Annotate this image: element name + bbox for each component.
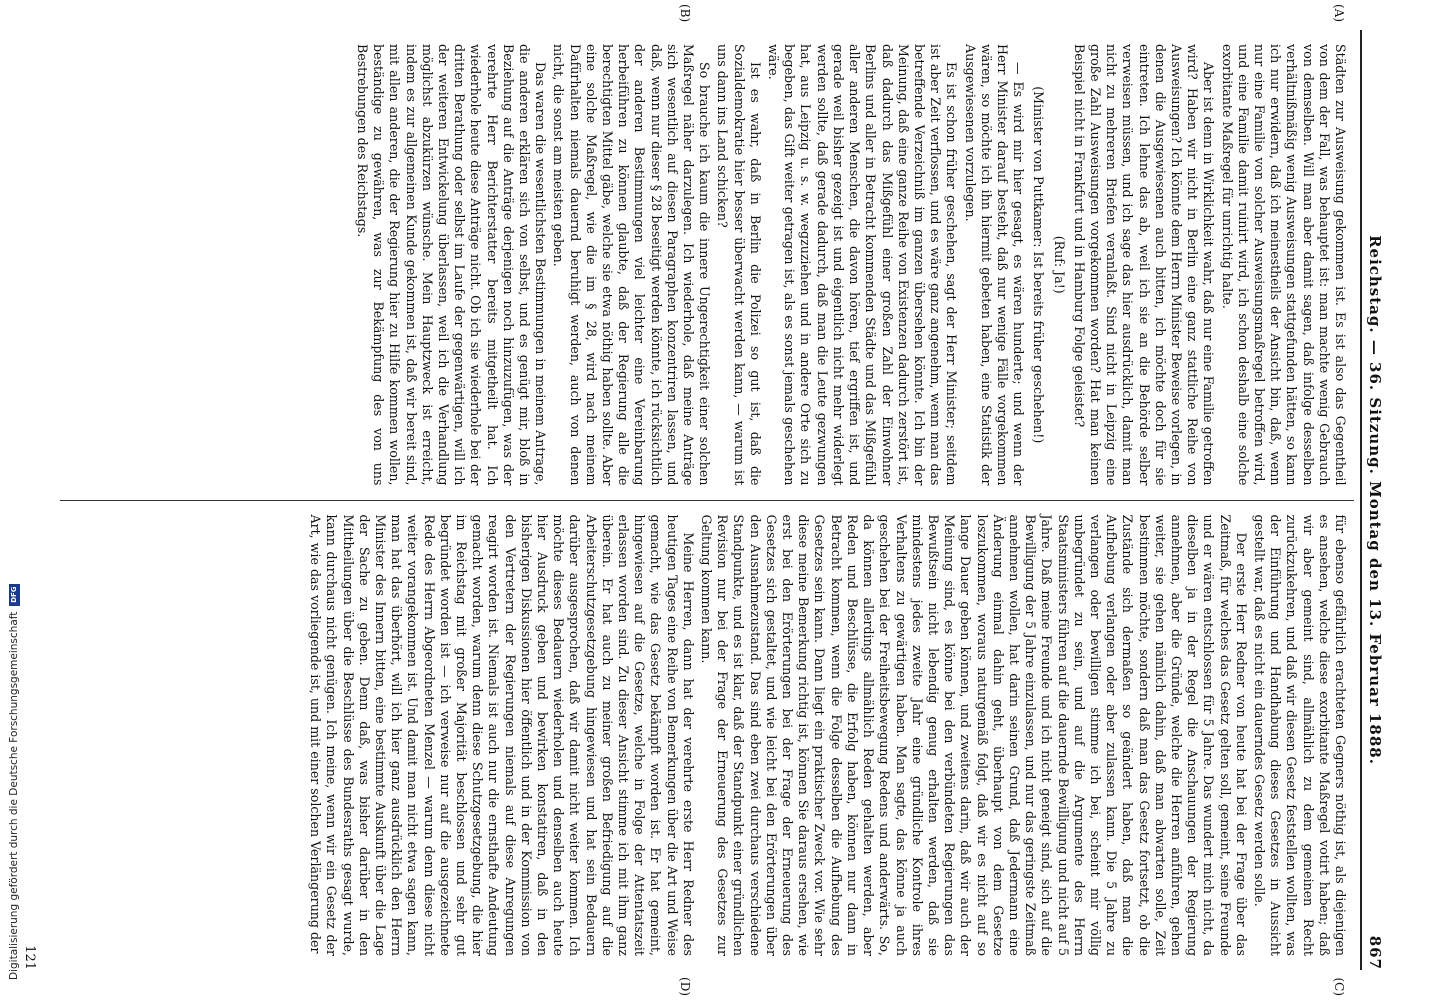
margin-mark-b: (B) (678, 4, 692, 23)
interjection: (Minister von Puttkamer: Ist bereits früher geschehen!) (1031, 86, 1047, 444)
page-title: Reichstag. — 36. Sitzung. Montag den 13. Februar 1888. (1366, 235, 1384, 765)
signature-mark: 121 (22, 945, 37, 970)
paragraph: So brauche ich kaum die innere Ungerechtigkeit einer solchen Maßregel näher darzulegen. Ich wiederhole, daß meine Anträge sich wesentlich auf diesen Paragraphen konzentriren lassen, und daß, wenn nur dieser § 28 beseitigt werden könnte, ich rücksichtlich der anderen Bestimmungen viel leichter eine Vereinbarung herbeiführen zu können glaubte, daß der Regierung alle die berechtigten Mittel gäbe, welche sie etwa nöthig haben sollte. Aber eine solche Maßregel, wie die im § 28, wird nach meinem Dafürhalten niemals dauernd beruhigt werden, auch von denen nicht, die sonst am meisten geben. (551, 44, 713, 486)
credit-line (8, 584, 20, 980)
paragraph: Meine Herren, dann hat der verehrte erste Herr Redner des heutigen Tages eine Reihe von Bemerkungen über die Art und Weise gemacht, wie das Gesetz bekämpft worden ist. Er hat gemeint, hingewiesen auf die Gesetze, welche in Folge der Attentatszeit erlassen worden sind. Zu dieser Ansicht stimme ich mit ihm ganz überein. Er hat auch zu meiner großen Befriedigung auf die Arbeiterschutzgesetzgebung hingewiesen und hat sein Bedauern darüber ausgesprochen, daß wir damit nicht weiter kommen. Ich möchte dieses Bedauern wiederholen und denselben auch heute hier Ausdruck geben und bewirken konstatiren, daß in den bisherigen Diskussionen hier öffentlich und in der Kommission von den Vertretern der Regierungen niemals auf diese Anregungen reagirt worden ist. Niemals ist auch nur die ernsthafte Andeutung gemacht worden, warum denn diese Schutzgesetzgebung, die hier im Reichstag mit großer Majorität beschlossen und sehr gut begründet worden ist — ich verweise nur auf die ausgezeichnete Rede des Herrn Abgeordneten Menzel — warum denn diese nicht weiter vorangekommen ist. Und damit man nicht etwa sagen kann, man hat das überhört, will ich hier ganz ausdrücklich den Herrn Minister des Innern bitten, eine bestimmte Auskunft über die Lage der Sache zu geben. Denn daß, was bisher darüber in den Mittheilungen über die Beschlüsse des Bundesraths gesagt wurde, kann durchaus nicht genügen. Ich meine, wenn wir ein Gesetz der Art, wie das vorliegende ist, und mit einer solchen Verlängerung der (308, 514, 696, 956)
paragraph: für ebenso gefährlich erachteten Gegners nöthig ist, als diejenigen es ansehen, welche diese exorbitante Maßregel votirt haben; daß wir aber gemeint sind, allmählich zu dem gemeinen Recht zurückzukehren, und daß wir diesen Gesetz feststellen wollten, was der Einführung und Handhabung dieses Gesetzes in Aussicht gestellt war, daß es nicht ein dauerndes Gesetz werden solle. (1251, 514, 1348, 956)
page-header (1366, 30, 1402, 970)
paragraph: Der erste Herr Redner von heute hat bei der Frage über das Zeitmaß, für welches das Gesetz gelten soll, gemeint, seine Freunde und er wären entschlossen für 5 Jahre. Das wundert mich nicht, da dieselben ja in der Regel die Anschauungen der Regierung annehmen, aber die Gründe, welche die Herren anführen, gehen weiter, sie gehen nämlich dahin, daß man abwarten solle, Zeit bestimmen möchte, sondern daß man das Gesetz fortsetzt, ob die Zustände sich dermaßen so geändert haben, daß man die Aufhebung verlangen oder aber zulassen kann. Die 5 Jahre zu verlangen oder bewilligen stimme ich bei, scheint mir völlig unbegründet zu sein, und auf die Argumente des Herrn Staatsministers führen auf die dauernde Bewilligung und nicht auf 5 Jahre. Daß meine Freunde und ich nicht geneigt sind, sich auf die Bewilligung der 5 Jahre einzulassen, und nur das geringste Zeitmaß annehmen wollen, hat darin seinen Grund, daß Jedermann eine Änderung einmal dahin geht, überhaupt von dem Gesetze loszukommen, woraus naturgemäß folgt, daß wir es nicht auf so lange Dauer geben können, und zweitens darin, daß wir auch der Meinung sind, es könne bei den verbündeten Regierungen das Bewußtsein nicht lebendig genug erhalten werden, daß sie mindestens jedes zweite Jahr eine gründliche Kontrole ihres Verhaltens zu gewärtigen haben. Man sagte, das könne ja auch geschehen bei der Freiheitsbewegung Redens und anderwärts. So, da können allerdings allmählich Reden gehalten werden, aber Reden und Beschlüsse, die Erfolg haben, können nur dann in Betracht kommen, wenn die Folge desselben die Aufhebung des Gesetzes sein kann. Dann liegt ein praktischer Zweck vor. Wie sehr diese meine Bemerkung richtig ist, können Sie daraus ersehen, wie erst bei den Erörterungen bei der Frage der Erneuerung des Gesetzes sich gestaltet, und wie leicht bei den Erörterungen über den Ausnahmezustand. Das sind eben zwei durchaus verschiedene Standpunkte, und es ist klar, daß der Standpunkt einer gründlichen Revision nur bei der Frage der Erneuerung des Gesetzes zur Geltung kommen kann. (699, 514, 1249, 956)
paragraph: Ist es wahr, daß in Berlin die Polizei so gut ist, daß die Sozialdemokratie hier besser überwacht werden kann, — warum ist uns dann ins Land schicken? (715, 44, 763, 486)
paragraph: Es ist schon früher geschehen, sagt der Herr Minister; seitdem ist aber Zeit verflossen, und es wäre ganz angenehm, wenn man das betreffende Verzeichniß im ganzen übersehen könnte. Ich bin der Meinung, daß eine ganze Reihe von Existenzen dadurch zerstört ist, daß dadurch das Mißgefühl einer großen Zahl der Einwohner Berlins und aller in Betracht kommenden Städte und das Mißgefühl aller anderen Menschen, die davon hören, tief ergriffen ist, und gerade weil bisher gezeigt ist und eigentlich nicht mehr widerlegt werden sollte, daß gerade dadurch, daß man die Leute gezwungen hat, aus Leipzig u. s. w. wegzuziehen und in andere Orte sich zu begeben, das Gift weiter getragen ist, als es sonst jemals geschehen wäre. (766, 44, 960, 486)
margin-mark-d: (D) (678, 977, 692, 996)
paragraph: Das waren die wesentlichsten Bestimmungen in meinem Antrage, die anderen erklären sich von selbst, und es genügt mir, bloß in Beziehung auf die Anträge derjenigen noch hinzuzufügen, was der verehrte Herr Berichterstatter bereits mitgetheilt hat. Ich wiederhole heute diese Anträge nicht. Ob ich sie wiederhole bei der dritten Berathung oder selbst im Laufe der gegenwärtigen, will ich der weiteren Entwickelung überlassen, weil ich die Verhandlung möglichst abzukürzen wünsche. Mein Hauptzweck ist erreicht, indem es zur allgemeinen Kunde gekommen ist, daß wir bereit sind, mit allen anderen, die der Regierung hier zu Hilfe kommen wollen, beständige zu gewähren, was zur Bekämpfung des von uns Bestrebungen des Reichstags. (355, 44, 549, 486)
paragraph: Aber ist denn in Wirklichkeit wahr, daß nur eine Familie getroffen wird? Haben wir nicht in Berlin eine ganz stattliche Reihe von Ausweisungen? Ich könnte dem Herrn Minister Beweise vorlegen, in denen die Ausgewiesenen auch bitten, ich möchte doch für sie eintreten. Ich lehne das ab, weil ich sie an die Behörde selber verweisen müssen, und ich sage das hier ausdrücklich, damit man nicht zu mehreren Briefen veranlaßt. Sind nicht in Leipzig eine große Zahl Ausweisungen vorgekommen worden? Hat man keinen Beispiel nicht in Frankfurt und in Hamburg Folge geleistet? (1071, 44, 1217, 486)
digitization-credit (6, 420, 26, 980)
page-number: 867 (1366, 935, 1384, 970)
column-right (60, 501, 1354, 971)
margin-mark-a: (A) (1332, 4, 1346, 23)
text-columns (60, 30, 1354, 970)
credit-text: Digitalisierung gefördert durch die Deutsche Forschungsgemeinschaft (8, 611, 20, 980)
paragraph: — Es wird mir hier gesagt, es wären hunderte; und wenn der Herr Minister darauf besteht, daß nur wenige Fälle vorgekommen wären, so möchte ich ihn hiermit gebeten haben, eine Statistik der Ausgewiesenen vorzulegen. (962, 44, 1027, 486)
dfg-logo-icon: DFG (9, 584, 20, 606)
paragraph: Städten zur Ausweisung gekommen ist. Es ist also das Gegentheil von dem der Fall, was behauptet ist: man machte wenig Gebrauch von demselben. Will man aber damit sagen, daß infolge desselben verhältnißmäßig wenig Ausweisungen stattgefunden hätten, so kann ich nur erwidern, daß ich meinestheils der Ansicht bin, daß, wenn nur eine Familie von solcher Ausweisungsmaßregel betroffen wird, und eine Familie damit ruinirt wird, ich schon deshalb eine solche exorbitante Maßregel für unrichtig halte. (1219, 44, 1348, 486)
margin-mark-c: (C) (1332, 977, 1346, 996)
interjection: (Ruf: Ja!) (1051, 235, 1067, 294)
column-left (60, 30, 1354, 500)
header-rule (1360, 30, 1362, 970)
